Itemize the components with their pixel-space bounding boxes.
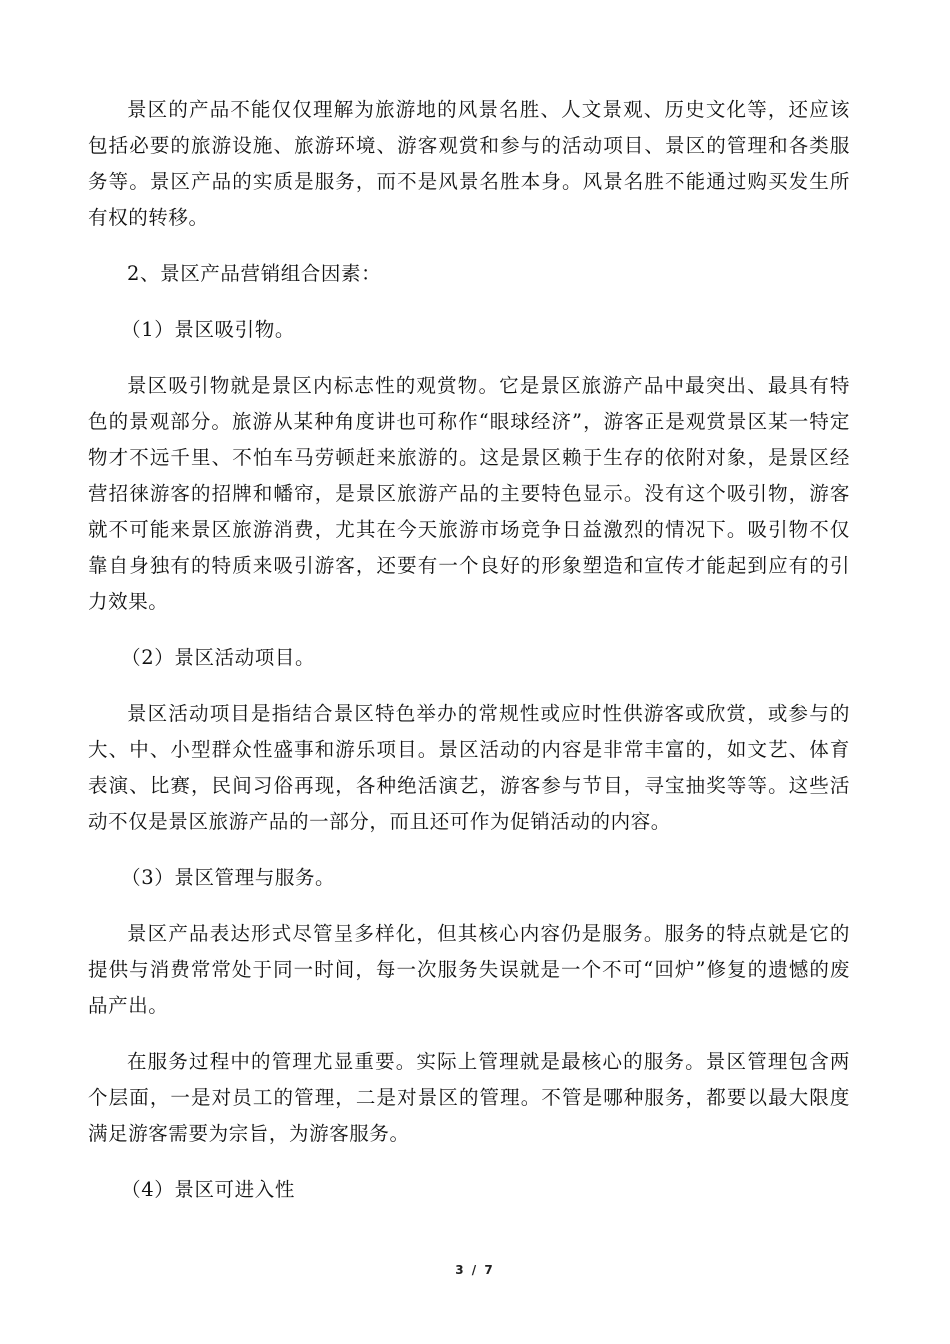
section-heading: 2、景区产品营销组合因素： [127,262,382,285]
paragraph: 景区产品表达形式尽管呈多样化，但其核心内容仍是服务。服务的特点就是它的提供与消费常常处于同一时间，每一次服务失误就是一个不可“回炉”修复的遗憾的废品产出。 [88,922,850,1017]
paragraph: 景区活动项目是指结合景区特色举办的常规性或应时性供游客或欣赏，或参与的大、中、小型群众性盛事和游乐项目。景区活动的内容是非常丰富的，如文艺、体育表演、比赛，民间习俗再现，各种绝活演艺，游客参与节目，寻宝抽奖等等。这些活动不仅是景区旅游产品的一部分，而且还可作为促销活动的内容。 [88,702,850,833]
paragraph: 景区吸引物就是景区内标志性的观赏物。它是景区旅游产品中最突出、最具有特色的景观部分。旅游从某种角度讲也可称作“眼球经济”，游客正是观赏景区某一特定物才不远千里、不怕车马劳顿赶来旅游的。这是景区赖于生存的依附对象，是景区经营招徕游客的招牌和幡帘，是景区旅游产品的主要特色显示。没有这个吸引物，游客就不可能来景区旅游消费，尤其在今天旅游市场竞争日益激烈的情况下。吸引物不仅靠自身独有的特质来吸引游客，还要有一个良好的形象塑造和宣传才能起到应有的引力效果。 [88,374,850,613]
subsection-heading: （4）景区可进入性 [121,1178,295,1201]
paragraph: 在服务过程中的管理尤显重要。实际上管理就是最核心的服务。景区管理包含两个层面，一是对员工的管理，二是对景区的管理。不管是哪种服务，都要以最大限度满足游客需要为宗旨，为游客服务。 [88,1050,850,1145]
subsection-heading: （2）景区活动项目。 [121,646,316,669]
subsection-heading: （3）景区管理与服务。 [121,866,336,889]
document-body [88,92,850,1208]
subsection-heading: （1）景区吸引物。 [121,318,295,341]
paragraph: 景区的产品不能仅仅理解为旅游地的风景名胜、人文景观、历史文化等，还应该包括必要的旅游设施、旅游环境、游客观赏和参与的活动项目、景区的管理和各类服务等。景区产品的实质是服务，而不是风景名胜本身。风景名胜不能通过购买发生所有权的转移。 [88,98,850,229]
page-number: 3 / 7 [455,1263,495,1277]
